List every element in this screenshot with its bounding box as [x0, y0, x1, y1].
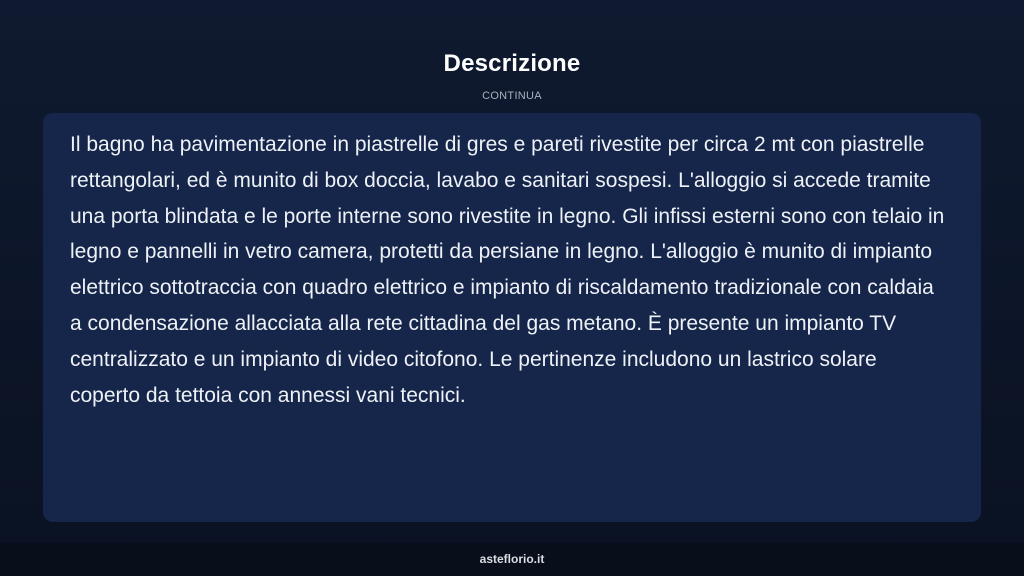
page-title: Descrizione [443, 50, 581, 77]
footer-site-label: asteflorio.it [479, 552, 545, 566]
page-subtitle: CONTINUA [482, 90, 542, 102]
footer-bar [0, 543, 1024, 576]
description-text: Il bagno ha pavimentazione in piastrelle di gres e pareti rivestite per circa 2 mt con piastrelle rettangolari, ed è munito di box doccia, lavabo e sanitari sospesi. L'alloggio si accede tramite una porta blindata e le porte interne sono rivestite in legno. Gli infissi esterni sono con telaio in legno e pannelli in vetro camera, protetti da persiane in legno. L'alloggio è munito di impianto elettrico sottotraccia con quadro elettrico e impianto di riscaldamento tradizionale con caldaia a condensazione allacciata alla rete cittadina del gas metano. È presente un impianto TV centralizzato e un impianto di video citofono. Le pertinenze includono un lastrico solare coperto da tettoia con annessi vani tecnici. [70, 133, 945, 407]
description-card [43, 113, 981, 522]
